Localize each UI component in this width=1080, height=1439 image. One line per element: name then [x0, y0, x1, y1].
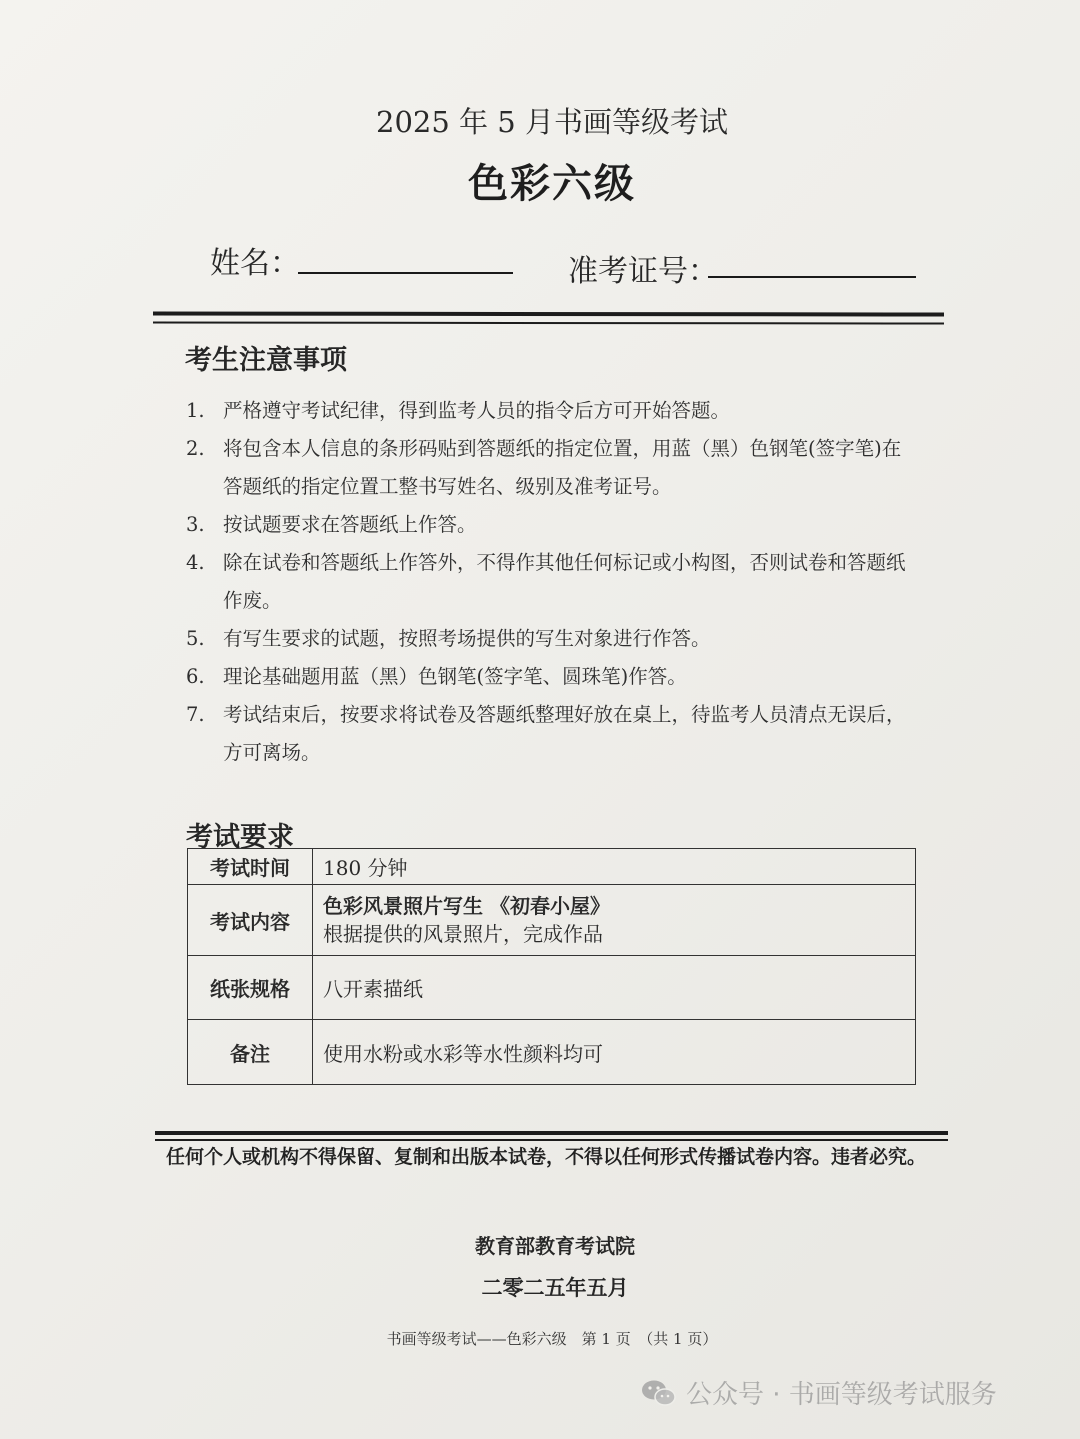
exam-id-blank-line[interactable] — [708, 276, 916, 278]
exam-subject-level: 色彩六级 — [468, 160, 636, 207]
table-row — [188, 885, 916, 956]
row-value: 180 分钟 — [313, 849, 916, 885]
row-value-cell — [313, 885, 916, 956]
row-value: 八开素描纸 — [313, 956, 916, 1020]
item-number: 1. — [186, 399, 205, 422]
row-key: 纸张规格 — [188, 956, 313, 1020]
row-value: 使用水粉或水彩等水性颜料均可 — [313, 1020, 916, 1085]
bottom-divider-thin — [155, 1139, 948, 1141]
item-number: 2. — [186, 437, 205, 460]
issue-date: 二零二五年五月 — [481, 1275, 629, 1300]
table-row — [188, 849, 916, 885]
row-key: 考试内容 — [188, 885, 313, 956]
watermark — [640, 1374, 997, 1411]
issuing-authority: 教育部教育考试院 — [475, 1234, 635, 1258]
item-number: 7. — [186, 703, 205, 726]
list-item — [186, 658, 916, 696]
list-item — [186, 430, 916, 506]
top-divider-thick — [153, 311, 944, 316]
name-label: 姓名： — [210, 246, 300, 281]
table-row — [188, 1020, 916, 1085]
top-divider-thin — [153, 321, 944, 324]
item-text: 严格遵守考试纪律，得到监考人员的指令后方可开始答题。 — [223, 399, 731, 422]
item-number: 5. — [186, 627, 205, 650]
row-key: 考试时间 — [188, 849, 313, 885]
row-value-secondary: 根据提供的风景照片，完成作品 — [323, 922, 603, 946]
item-text: 除在试卷和答题纸上作答外，不得作其他任何标记或小构图，否则试卷和答题纸作废。 — [223, 551, 906, 612]
item-text: 有写生要求的试题，按照考场提供的写生对象进行作答。 — [223, 627, 711, 650]
watermark-text: 公众号 · 书画等级考试服务 — [686, 1380, 997, 1410]
copyright-notice: 任何个人或机构不得保留、复制和出版本试卷，不得以任何形式传播试卷内容。违者必究。 — [166, 1146, 927, 1168]
list-item — [186, 506, 916, 544]
item-text: 理论基础题用蓝（黑）色钢笔(签字笔、圆珠笔)作答。 — [223, 665, 687, 688]
exam-title: 2025 年 5 月书画等级考试 — [376, 105, 728, 139]
table-row — [188, 956, 916, 1020]
list-item — [186, 696, 916, 772]
list-item — [186, 620, 916, 658]
requirements-heading: 考试要求 — [186, 822, 294, 853]
requirements-table — [187, 848, 916, 1085]
notice-heading: 考生注意事项 — [185, 345, 347, 376]
notice-list — [186, 392, 916, 772]
list-item — [186, 544, 916, 620]
name-blank-line[interactable] — [298, 272, 513, 274]
bottom-divider-thick — [155, 1131, 948, 1135]
item-number: 6. — [186, 665, 205, 688]
item-text: 按试题要求在答题纸上作答。 — [223, 513, 477, 536]
item-text: 将包含本人信息的条形码贴到答题纸的指定位置，用蓝（黑）色钢笔(签字笔)在答题纸的指定位置工整书写姓名、级别及准考证号。 — [223, 437, 902, 498]
list-item — [186, 392, 916, 430]
wechat-icon — [640, 1378, 678, 1408]
item-number: 3. — [186, 513, 205, 536]
row-key: 备注 — [188, 1020, 313, 1085]
item-text: 考试结束后，按要求将试卷及答题纸整理好放在桌上，待监考人员清点无误后，方可离场。 — [223, 703, 906, 764]
row-value: 色彩风景照片写生 《初春小屋》 — [323, 894, 610, 918]
exam-id-label: 准考证号： — [568, 254, 718, 289]
item-number: 4. — [186, 551, 205, 574]
page-footer: 书画等级考试——色彩六级 第 1 页 （共 1 页） — [386, 1330, 718, 1348]
